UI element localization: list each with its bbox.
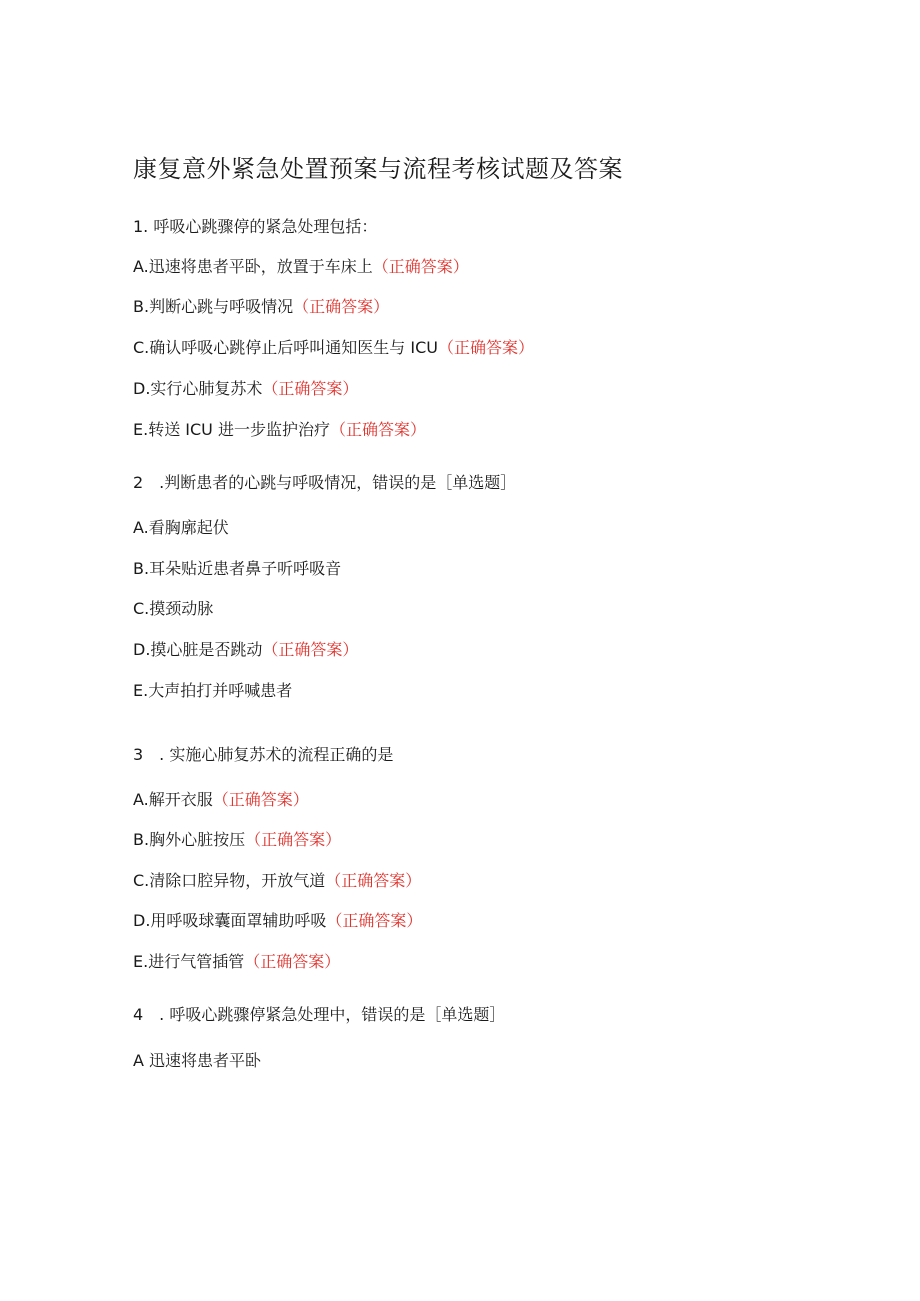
option-text: A.解开衣服 <box>133 790 213 809</box>
question-stem: 4 . 呼吸心跳骤停紧急处理中，错误的是［单选题］ <box>133 1005 506 1024</box>
option-text: D.用呼吸球囊面罩辅助呼吸 <box>133 911 327 930</box>
option-text: D.摸心脏是否跳动 <box>133 640 263 659</box>
option-item <box>133 789 309 811</box>
correct-answer-mark: （正确答案） <box>372 257 469 276</box>
option-text: E.转送 ICU 进一步监护治疗 <box>133 420 330 439</box>
correct-answer-mark: （正确答案） <box>293 297 390 316</box>
option-text: D.实行心肺复苏术 <box>133 379 263 398</box>
correct-answer-mark: （正确答案） <box>329 420 426 439</box>
option-item <box>133 558 341 580</box>
option-item <box>133 296 389 318</box>
option-item <box>133 256 469 278</box>
question-stem: 1. 呼吸心跳骤停的紧急处理包括： <box>133 217 378 236</box>
option-item <box>133 337 534 359</box>
document-title: 康复意外紧急处置预案与流程考核试题及答案 <box>133 155 623 183</box>
option-item <box>133 378 358 400</box>
option-text: A 迅速将患者平卧 <box>133 1051 262 1070</box>
correct-answer-mark: （正确答案） <box>325 871 422 890</box>
option-item <box>133 951 340 973</box>
option-text: A.看胸廓起伏 <box>133 518 229 537</box>
option-item <box>133 870 421 892</box>
option-item <box>133 517 229 539</box>
correct-answer-mark: （正确答案） <box>244 952 341 971</box>
option-text: B.耳朵贴近患者鼻子听呼吸音 <box>133 559 342 578</box>
option-text: E.大声拍打并呼喊患者 <box>133 681 293 700</box>
option-text: E.进行气管插管 <box>133 952 245 971</box>
option-text: B.胸外心脏按压 <box>133 830 246 849</box>
correct-answer-mark: （正确答案） <box>245 830 342 849</box>
correct-answer-mark: （正确答案） <box>326 911 423 930</box>
option-text: B.判断心跳与呼吸情况 <box>133 297 294 316</box>
option-item <box>133 1050 261 1072</box>
option-text: C.确认呼吸心跳停止后呼叫通知医生与 ICU <box>133 338 438 357</box>
option-item <box>133 910 422 932</box>
correct-answer-mark: （正确答案） <box>437 338 534 357</box>
question-stem: 3 . 实施心肺复苏术的流程正确的是 <box>133 745 394 764</box>
option-item <box>133 639 358 661</box>
option-text: A.迅速将患者平卧，放置于车床上 <box>133 257 373 276</box>
option-text: C.摸颈动脉 <box>133 599 214 618</box>
question-stem: 2 .判断患者的心跳与呼吸情况，错误的是［单选题］ <box>133 473 517 492</box>
option-item <box>133 829 341 851</box>
option-item <box>133 598 213 620</box>
correct-answer-mark: （正确答案） <box>262 379 359 398</box>
correct-answer-mark: （正确答案） <box>212 790 309 809</box>
option-text: C.清除口腔异物，开放气道 <box>133 871 326 890</box>
option-item <box>133 680 292 702</box>
correct-answer-mark: （正确答案） <box>262 640 359 659</box>
option-item <box>133 419 426 441</box>
